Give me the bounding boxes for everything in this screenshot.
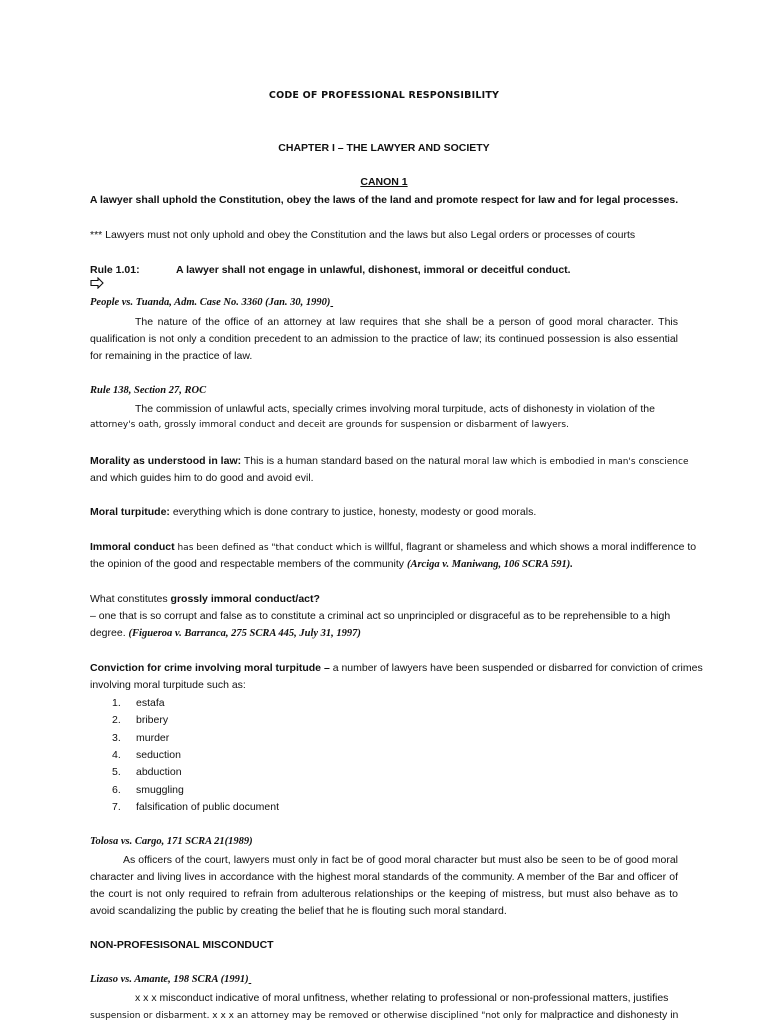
case-text-lizaso-1: x x x misconduct indicative of moral unfitness, whether relating to professional or non-professional matters, justifies <box>135 992 669 1004</box>
list-item-number: 5. <box>112 766 121 779</box>
list-item: seduction <box>136 748 181 761</box>
arrow-right-icon <box>90 277 104 289</box>
list-item: smuggling <box>136 783 184 796</box>
case-text-rule138-a: The commission of unlawful acts, specially crimes involving moral turpitude, acts of dishonesty in violation of the <box>135 403 655 415</box>
list-item: falsification of public document <box>136 800 279 813</box>
list-item: murder <box>136 731 170 744</box>
turpitude-label: Moral turpitude: <box>90 506 170 518</box>
case-heading-rule138: Rule 138, Section 27, ROC <box>90 385 207 396</box>
case-text-lizaso-2: suspension or disbarment. x x x an attorney may be removed or otherwise disciplined "not only for malpractice and dishonesty in <box>90 1009 679 1021</box>
immoral-label: Immoral conduct <box>90 541 175 553</box>
conviction-line-2: involving moral turpitude such as: <box>90 679 246 691</box>
list-item-number: 6. <box>112 783 121 796</box>
turpitude-line: Moral turpitude: everything which is done contrary to justice, honesty, modesty or good morals. <box>90 506 537 518</box>
list-item-number: 3. <box>112 731 121 744</box>
case-heading-tuanda: People vs. Tuanda, Adm. Case No. 3360 (Jan. 30, 1990) <box>90 297 331 308</box>
immoral-line-1: Immoral conduct has been defined as "that conduct which is willful, flagrant or shameless and which shows a moral indifference to <box>90 541 697 553</box>
chapter-heading: CHAPTER I – THE LAWYER AND SOCIETY <box>278 142 490 154</box>
document-title: CODE OF PROFESSIONAL RESPONSIBILITY <box>268 90 500 101</box>
case-text-tuanda: The nature of the office of an attorney at law requires that she shall be a person of good moral character. This qualification is not only a condition precedent to an admission to the practice of law; its continued possession is also essential for remaining in the practice of law. <box>90 316 678 362</box>
conviction-label: Conviction for crime involving moral turpitude – <box>90 662 330 674</box>
canon-heading: CANON 1 <box>360 176 408 188</box>
list-item-number: 2. <box>112 714 121 727</box>
gross-answer-1: – one that is so corrupt and false as to constitute a criminal act so unprincipled or disgraceful as to be reprehensible to a high <box>90 610 671 622</box>
case-heading-tolosa: Tolosa vs. Cargo, 171 SCRA 21(1989) <box>90 836 253 847</box>
immoral-line-2: the opinion of the good and respectable members of the community (Arciga v. Maniwang, 106 SCRA 591). <box>90 558 573 570</box>
list-item-number: 4. <box>112 748 121 761</box>
note-text: *** Lawyers must not only uphold and obey the Constitution and the laws but also Legal orders or processes of courts <box>90 229 636 241</box>
case-text-tolosa: As officers of the court, lawyers must only in fact be of good moral character but must also be seen to be of good moral character and living lives in accordance with the highest moral standards of the community. A member of the Bar and officer of the court is not only required to refrain from adulterous relationships or the keeping of mistress, but must also behave as to avoid scandalizing the public by creating the belief that he is flouting such moral standard. <box>90 854 678 917</box>
gross-question: What constitutes grossly immoral conduct/act? <box>90 593 320 605</box>
morality-line-2: and which guides him to do good and avoid evil. <box>90 472 314 484</box>
gross-answer-2: degree. (Figueroa v. Barranca, 275 SCRA 445, July 31, 1997) <box>90 627 361 639</box>
case-text-rule138-b: attorney's oath, grossly immoral conduct and deceit are grounds for suspension or disbarment of lawyers. <box>90 420 569 430</box>
case-heading-lizaso: Lizaso vs. Amante, 198 SCRA (1991) <box>90 974 249 985</box>
list-item-number: 7. <box>112 800 121 813</box>
rule-text: A lawyer shall not engage in unlawful, dishonest, immoral or deceitful conduct. <box>176 264 571 276</box>
morality-line-1: Morality as understood in law: This is a human standard based on the natural moral law which is embodied in man's conscience <box>90 455 689 467</box>
rule-label: Rule 1.01: <box>90 264 140 276</box>
list-item-number: 1. <box>112 697 121 709</box>
list-item: estafa <box>136 697 165 709</box>
conviction-line-1: Conviction for crime involving moral turpitude – a number of lawyers have been suspended or disbarred for conviction of crimes <box>90 662 703 674</box>
list-item: abduction <box>136 766 182 779</box>
canon-text: A lawyer shall uphold the Constitution, obey the laws of the land and promote respect for law and for legal processes. <box>89 194 679 206</box>
morality-label: Morality as understood in law: <box>90 455 242 467</box>
list-item: bribery <box>136 714 169 727</box>
nonprof-heading: NON-PROFESISONAL MISCONDUCT <box>90 939 274 951</box>
